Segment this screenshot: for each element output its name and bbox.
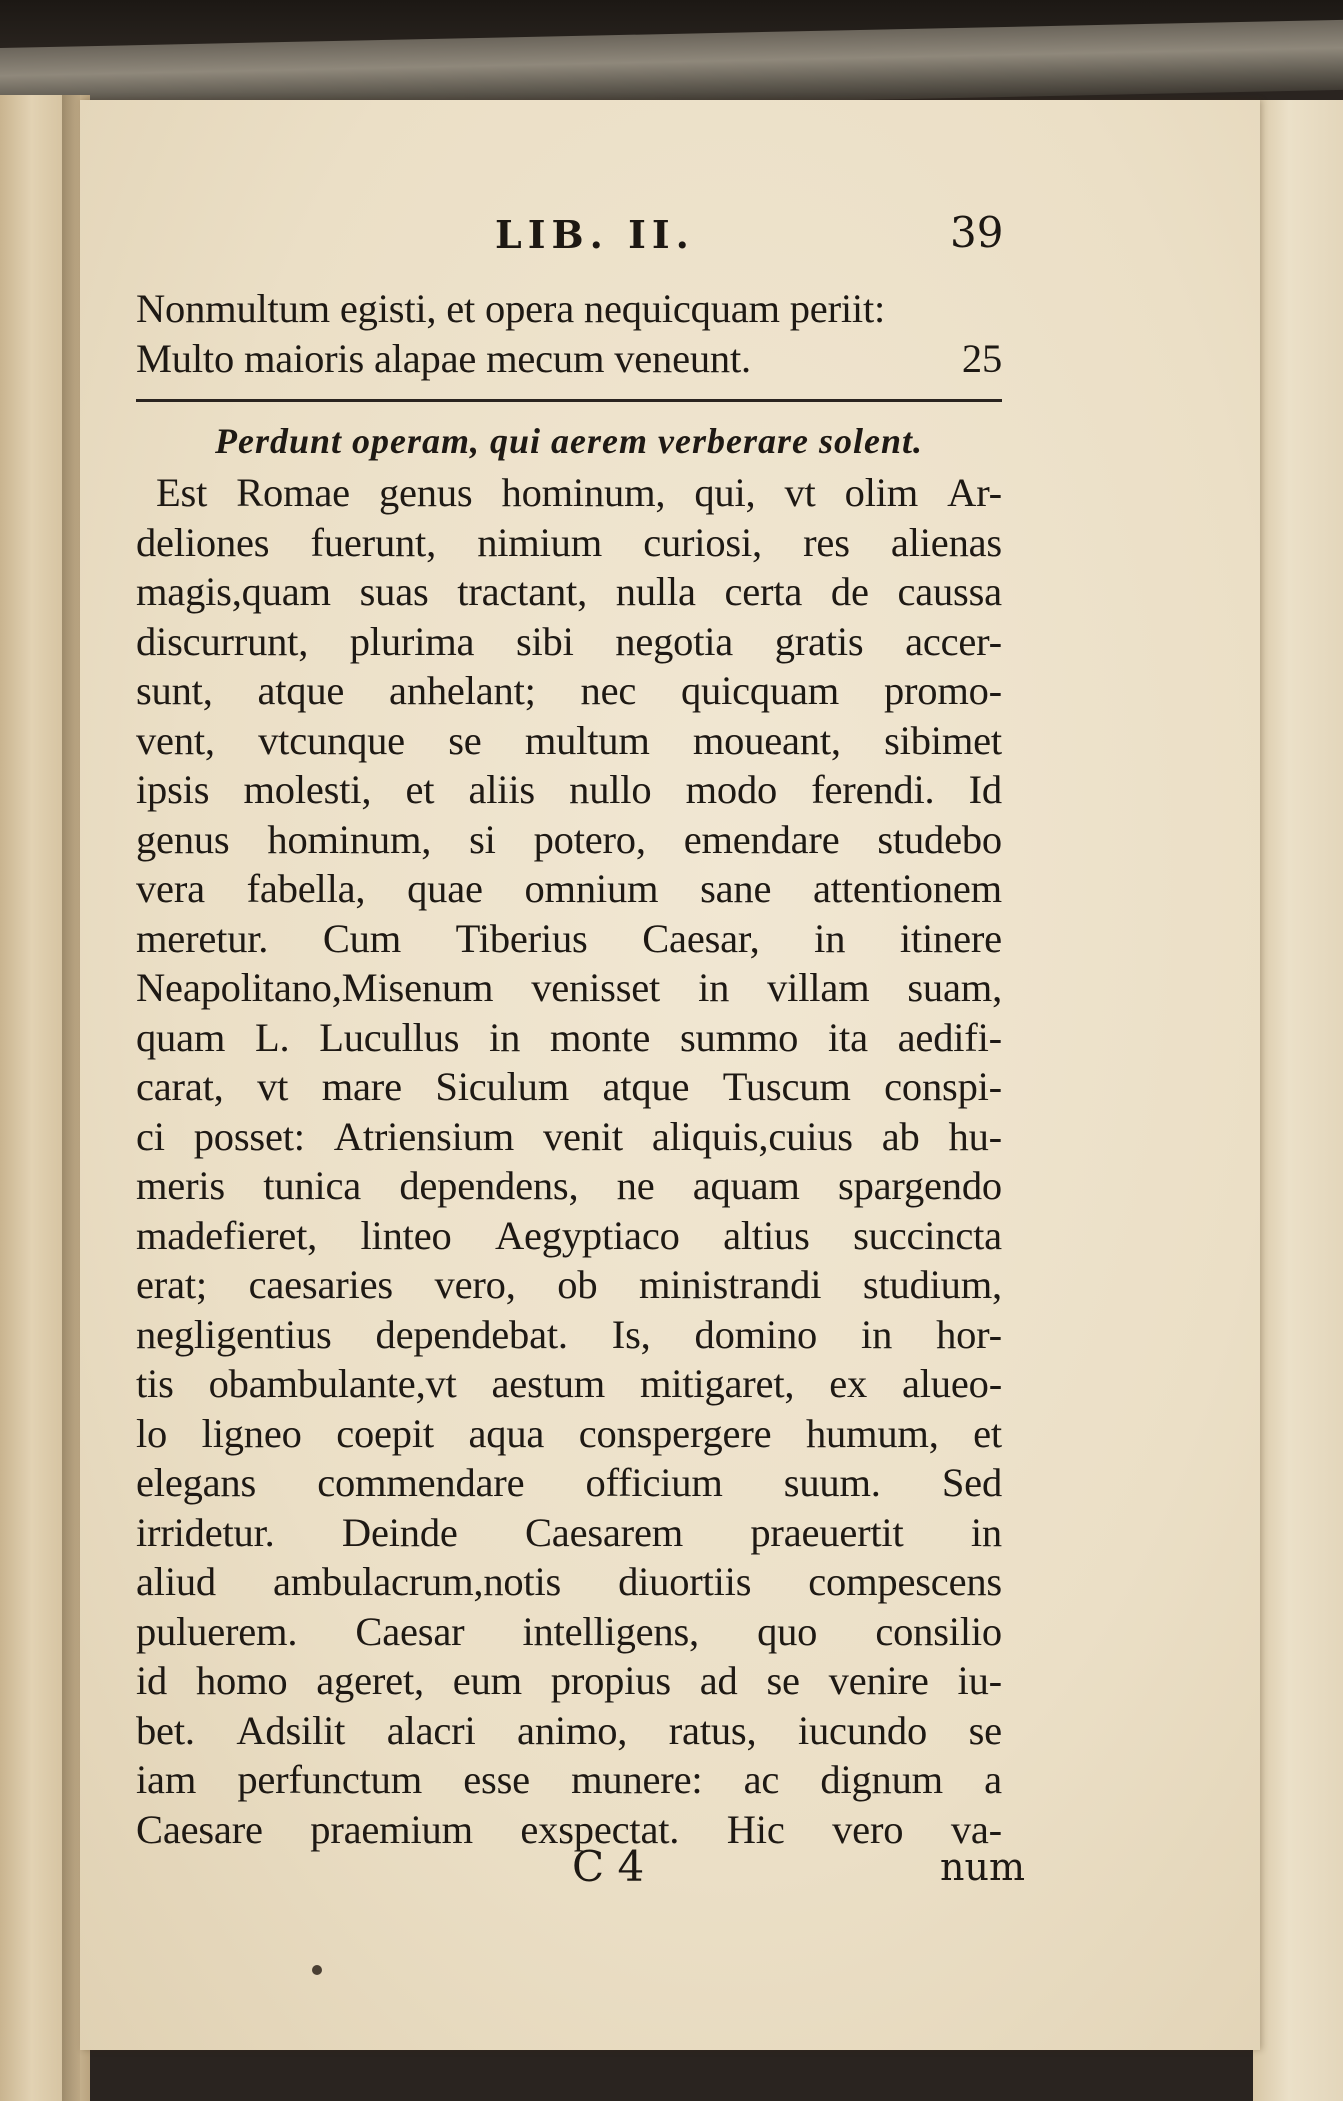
- word: ageret,: [316, 1658, 424, 1703]
- word: fuerunt,: [310, 519, 437, 565]
- word: homo: [195, 1658, 288, 1703]
- word: et: [405, 767, 435, 812]
- word: suam,: [907, 965, 1002, 1010]
- word: posset:: [193, 1113, 305, 1159]
- word: Adsilit: [236, 1707, 346, 1753]
- word: dependebat.: [375, 1311, 568, 1357]
- word: hor-: [936, 1311, 1002, 1357]
- text-line: [136, 1755, 1002, 1805]
- word: genus: [378, 470, 473, 515]
- word: in: [489, 1014, 521, 1060]
- signature-mark: C 4: [572, 1842, 645, 1891]
- section-divider: [136, 399, 1002, 402]
- word: Est: [156, 470, 208, 515]
- word: Caesar: [355, 1608, 465, 1654]
- word: si: [469, 816, 496, 862]
- word: ambulacrum,notis: [272, 1559, 562, 1604]
- word: iu-: [957, 1658, 1002, 1703]
- text-line: [136, 1013, 1002, 1063]
- word: linteo: [360, 1212, 452, 1258]
- word: Tiberius: [455, 915, 588, 961]
- word: diuortiis: [618, 1559, 752, 1604]
- word: Sed: [941, 1460, 1002, 1505]
- text-line: [136, 1557, 1002, 1607]
- verse-line: [136, 334, 1002, 384]
- text-line: [136, 468, 1002, 518]
- verse-line-text: Nonmultum egisti, et opera nequicquam periit:: [136, 286, 886, 331]
- text-line: [136, 1062, 1002, 1112]
- word: conspergere: [578, 1410, 772, 1456]
- word: mitigaret,: [639, 1361, 795, 1406]
- word: Cum: [322, 915, 402, 961]
- word: iam: [136, 1757, 197, 1802]
- word: aestum: [491, 1361, 606, 1406]
- word: madefieret,: [136, 1212, 318, 1258]
- word: vera: [136, 866, 205, 911]
- word: monte: [549, 1014, 651, 1060]
- word: nulla: [615, 569, 696, 614]
- word: erat;: [136, 1262, 207, 1307]
- text-line: [136, 1607, 1002, 1657]
- word: se: [766, 1658, 800, 1703]
- word: Hic: [726, 1806, 785, 1852]
- word: domino: [694, 1311, 818, 1357]
- word: Tuscum: [722, 1064, 851, 1109]
- text-line: [136, 1656, 1002, 1706]
- word: propius: [550, 1658, 671, 1703]
- word: succincta: [853, 1212, 1002, 1258]
- word: Caesar,: [642, 915, 760, 961]
- word: potero,: [533, 816, 646, 862]
- word: Lucullus: [319, 1014, 460, 1060]
- word: spargendo: [838, 1163, 1002, 1208]
- word: hu-: [948, 1113, 1002, 1159]
- word: hominum,: [267, 816, 432, 862]
- ink-speck: [312, 1965, 322, 1975]
- word: sibi: [515, 618, 574, 664]
- word: quam: [136, 1014, 226, 1060]
- word: compescens: [808, 1559, 1002, 1604]
- word: esse: [463, 1757, 530, 1802]
- word: plurima: [349, 618, 475, 664]
- word: promo-: [883, 668, 1002, 713]
- word: Atriensium: [333, 1113, 515, 1159]
- text-line: [136, 1112, 1002, 1162]
- word: meretur.: [136, 915, 269, 961]
- word: deliones: [136, 519, 270, 565]
- word: villam: [767, 965, 870, 1010]
- word: humum,: [805, 1410, 939, 1456]
- word: quae: [407, 866, 483, 911]
- word: nullo: [569, 767, 652, 812]
- word: quo: [757, 1608, 818, 1654]
- word: Id: [968, 767, 1002, 812]
- word: sane: [700, 866, 772, 911]
- word: altius: [723, 1212, 810, 1258]
- word: bet.: [136, 1707, 195, 1753]
- text-line: [136, 1211, 1002, 1261]
- text-line: [136, 1310, 1002, 1360]
- word: ferendi.: [811, 767, 935, 812]
- word: intelligens,: [522, 1608, 699, 1654]
- word: Siculum: [435, 1064, 570, 1109]
- word: ipsis: [136, 767, 210, 812]
- text-line: [136, 815, 1002, 865]
- word: in: [814, 915, 846, 961]
- fable-heading: Perdunt operam, qui aerem verberare solent.: [215, 421, 923, 461]
- fable-body: [136, 468, 1002, 1854]
- text-line: [136, 914, 1002, 964]
- word: aedifi-: [897, 1014, 1002, 1060]
- word: itinere: [899, 915, 1002, 961]
- word: aliquis,cuius: [651, 1113, 853, 1159]
- word: studebo: [877, 816, 1002, 862]
- page-gutter: [62, 95, 80, 2101]
- word: emendare: [683, 816, 840, 862]
- verse-line-text: Multo maioris alapae mecum veneunt.: [136, 335, 751, 381]
- word: irridetur.: [136, 1509, 275, 1555]
- word: negligentius: [136, 1311, 332, 1357]
- word: anhelant;: [389, 668, 536, 713]
- word: summo: [679, 1014, 799, 1060]
- word: alienas: [890, 519, 1002, 565]
- word: tractant,: [457, 569, 588, 614]
- word: se: [968, 1707, 1002, 1753]
- word: hominum,: [501, 470, 666, 515]
- word: caussa: [897, 569, 1002, 614]
- word: negotia: [615, 618, 734, 664]
- text-line: [136, 1260, 1002, 1310]
- word: praeuertit: [750, 1509, 904, 1555]
- text-line: [136, 518, 1002, 568]
- word: in: [861, 1311, 893, 1357]
- word: multum: [524, 717, 650, 763]
- word: de: [830, 569, 869, 614]
- word: aquam: [692, 1163, 800, 1208]
- word: studium,: [862, 1262, 1002, 1307]
- word: curiosi,: [643, 519, 762, 565]
- text-line: [136, 864, 1002, 914]
- next-page-edge: [1253, 100, 1343, 2101]
- word: ligneo: [201, 1410, 302, 1456]
- word: id: [136, 1658, 168, 1703]
- word: meris: [136, 1163, 225, 1208]
- word: ac: [743, 1757, 780, 1802]
- word: caesaries: [248, 1262, 393, 1307]
- word: iucundo: [797, 1707, 928, 1753]
- word: ci: [136, 1113, 165, 1159]
- word: moueant,: [692, 717, 841, 763]
- word: atque: [257, 668, 345, 713]
- word: Ar-: [947, 470, 1002, 515]
- word: va-: [950, 1806, 1002, 1852]
- word: genus: [136, 816, 230, 862]
- word: eum: [452, 1658, 522, 1703]
- word: magis,quam: [136, 569, 331, 614]
- word: quicquam: [680, 668, 840, 713]
- word: commendare: [317, 1460, 525, 1505]
- word: dignum: [820, 1757, 943, 1802]
- word: carat,: [136, 1064, 224, 1109]
- word: a: [984, 1757, 1002, 1802]
- word: aliud: [136, 1559, 216, 1604]
- word: aqua: [468, 1410, 545, 1456]
- word: modo: [685, 767, 778, 812]
- word: fabella,: [246, 866, 366, 911]
- word: alueo-: [901, 1361, 1002, 1406]
- word: ita: [828, 1014, 868, 1060]
- word: suum.: [783, 1460, 881, 1505]
- text-line: [136, 1508, 1002, 1558]
- word: tis: [136, 1361, 174, 1406]
- word: atque: [602, 1064, 690, 1109]
- word: ob: [557, 1262, 598, 1307]
- word: se: [448, 717, 482, 763]
- verse-block: [136, 284, 1002, 383]
- word: vtcunque: [258, 717, 405, 763]
- word: perfunctum: [237, 1757, 423, 1802]
- word: officium: [585, 1460, 723, 1505]
- verse-line: [136, 284, 1002, 334]
- running-head: [0, 200, 1343, 260]
- word: ratus,: [668, 1707, 757, 1753]
- word: coepit: [336, 1410, 434, 1456]
- word: ad: [699, 1658, 738, 1703]
- word: dependens,: [399, 1163, 579, 1208]
- page-number: 39: [950, 208, 1004, 257]
- word: vero,: [434, 1262, 516, 1307]
- word: attentionem: [812, 866, 1002, 911]
- word: qui,: [694, 470, 756, 515]
- word: venire: [828, 1658, 929, 1703]
- word: mare: [321, 1064, 402, 1109]
- word: Is,: [611, 1311, 651, 1357]
- word: aliis: [468, 767, 535, 812]
- word: venit: [542, 1113, 623, 1159]
- word: et: [973, 1410, 1002, 1456]
- word: alacri: [386, 1707, 476, 1753]
- word: vent,: [136, 717, 215, 763]
- text-line: [136, 617, 1002, 667]
- text-line: [136, 1706, 1002, 1756]
- word: munere:: [571, 1757, 703, 1802]
- word: Aegyptiaco: [494, 1212, 680, 1258]
- word: in: [970, 1509, 1002, 1555]
- word: consilio: [875, 1608, 1002, 1654]
- word: ministrandi: [639, 1262, 822, 1307]
- word: omnium: [524, 866, 659, 911]
- word: vero: [832, 1806, 904, 1852]
- word: animo,: [517, 1707, 628, 1753]
- word: olim: [844, 470, 919, 515]
- word: Deinde: [341, 1509, 458, 1555]
- verse-line-number: 25: [961, 335, 1002, 381]
- word: nec: [580, 668, 637, 713]
- word: certa: [724, 569, 803, 614]
- word: Neapolitano,Misenum: [136, 965, 494, 1010]
- word: lo: [136, 1410, 168, 1456]
- word: conspi-: [884, 1064, 1002, 1109]
- text-line: [136, 1359, 1002, 1409]
- text-line: [136, 1805, 1002, 1855]
- word: molesti,: [243, 767, 372, 812]
- word: suas: [359, 569, 429, 614]
- text-block: [136, 284, 1002, 1854]
- word: Caesare: [136, 1806, 263, 1852]
- word: ne: [616, 1163, 655, 1208]
- word: elegans: [136, 1460, 257, 1505]
- word: puluerem.: [136, 1608, 298, 1654]
- text-line: [136, 1161, 1002, 1211]
- word: vt: [257, 1064, 289, 1109]
- text-line: [136, 963, 1002, 1013]
- word: praemium: [310, 1806, 473, 1852]
- word: accer-: [905, 618, 1002, 664]
- word: nimium: [477, 519, 603, 565]
- word: vt: [784, 470, 816, 515]
- text-line: [136, 716, 1002, 766]
- text-line: [136, 567, 1002, 617]
- word: exspectat.: [520, 1806, 680, 1852]
- text-line: [136, 1409, 1002, 1459]
- word: L.: [254, 1014, 290, 1060]
- word: sunt,: [136, 668, 213, 713]
- word: sibimet: [884, 717, 1002, 763]
- word: venisset: [531, 965, 661, 1010]
- word: obambulante,vt: [208, 1361, 457, 1406]
- word: ex: [829, 1361, 868, 1406]
- word: in: [698, 965, 730, 1010]
- word: res: [803, 519, 850, 565]
- word: ab: [881, 1113, 920, 1159]
- text-line: [136, 1458, 1002, 1508]
- catchword: num: [940, 1845, 1025, 1889]
- text-line: [136, 765, 1002, 815]
- book-section-title: LIB. II.: [495, 212, 695, 257]
- word: discurrunt,: [136, 618, 309, 664]
- word: gratis: [774, 618, 864, 664]
- word: Romae: [236, 470, 350, 515]
- word: Caesarem: [524, 1509, 684, 1555]
- text-line: [136, 666, 1002, 716]
- word: tunica: [263, 1163, 362, 1208]
